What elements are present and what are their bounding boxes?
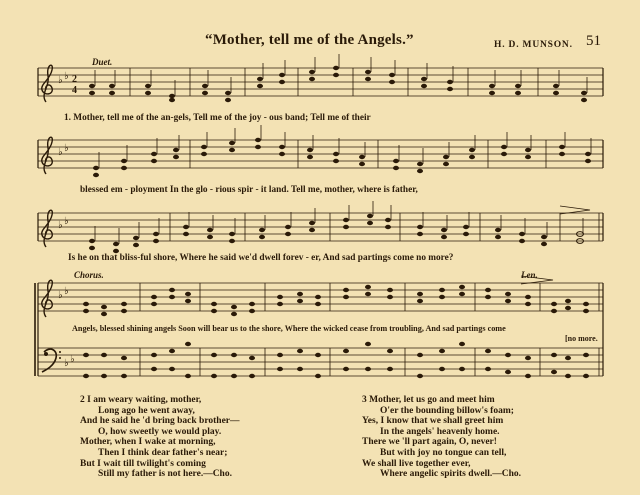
verse-2-line: Long ago he went away, — [98, 405, 195, 416]
verse-3-line: In the angels' heavenly home. — [380, 426, 500, 437]
composer-credit: H. D. MUNSON. — [494, 40, 573, 50]
verse-3-line: 3 Mother, let us go and meet him — [362, 395, 495, 405]
svg-text:2: 2 — [72, 74, 77, 85]
verse-3-line: There we 'll part again, O, never! — [362, 437, 497, 448]
svg-text:♭: ♭ — [58, 147, 63, 158]
svg-text:♭: ♭ — [58, 290, 63, 301]
verse-2-line: Then I think dear father's near; — [98, 447, 228, 458]
verse-3-line: Yes, I know that we shall greet him — [362, 416, 504, 427]
verse-2-line: Still my father is not here.—Cho. — [98, 469, 232, 480]
svg-text:♭: ♭ — [58, 220, 63, 231]
chorus-mark: Chorus. — [74, 270, 104, 280]
svg-text:♭: ♭ — [64, 286, 69, 297]
svg-text:♭: ♭ — [64, 358, 69, 369]
verse-2-line: But I wait till twilight's coming — [80, 458, 206, 469]
verse-3-line: But with joy no tongue can tell, — [380, 447, 507, 458]
page-number: 51 — [586, 33, 601, 49]
staff-1 — [38, 54, 603, 102]
verse-2-line: And he said he 'd bring back brother— — [80, 416, 240, 427]
verse-3-line: Where angelic spirits dwell.—Cho. — [380, 469, 522, 480]
svg-text:♭: ♭ — [70, 354, 75, 365]
lyric-line-1: 1. Mother, tell me of the an-gels, Tell me of the joy - ous band; Tell me of their — [64, 113, 371, 123]
staff-4-treble — [38, 276, 603, 317]
verse-2-line: 2 I am weary waiting, mother, — [80, 395, 202, 405]
len-mark: Len. — [521, 270, 538, 280]
song-title: “Mother, tell me of the Angels.” — [205, 32, 414, 48]
verse-2-line: O, how sweetly we would play. — [98, 426, 222, 437]
staff-2 — [38, 125, 603, 177]
verse-2-line: Mother, when I wake at morning, — [80, 437, 216, 448]
staff-3 — [38, 201, 603, 253]
lyric-line-2: blessed em - ployment In the glo - rious spir - it land. Tell me, mother, where is father, — [80, 185, 418, 195]
lyric-line-4: Angels, blessed shining angels Soon will bear us to the shore, Where the wicked cease from troubling, And sad partings come — [72, 324, 506, 333]
svg-text:♭: ♭ — [64, 71, 69, 82]
lyric-line-4-end: [no more. — [565, 334, 598, 343]
svg-text:♭: ♭ — [64, 143, 69, 154]
duet-mark: Duet. — [92, 57, 113, 67]
svg-text:♭: ♭ — [58, 75, 63, 86]
verse-3 — [362, 395, 521, 480]
svg-text:♭: ♭ — [64, 216, 69, 227]
lyric-line-3: Is he on that bliss-ful shore, Where he said we'd dwell forev - er, And sad partings come no more? — [68, 253, 454, 263]
verse-3-line: O'er the bounding billow's foam; — [380, 405, 514, 416]
svg-text:4: 4 — [72, 85, 77, 96]
verse-2 — [80, 395, 240, 480]
verse-3-line: We shall live together ever, — [362, 458, 471, 469]
